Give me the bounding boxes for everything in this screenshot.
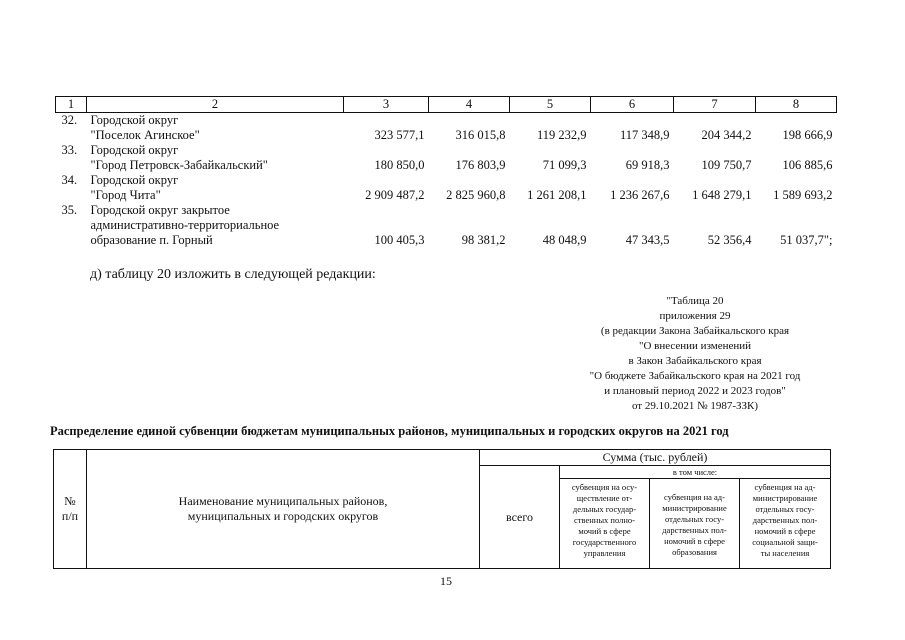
subvention-admin-header: субвенция на осу- ществление от- дельных государ- ственных полно- мочий в сфере государственного управления [560, 479, 650, 569]
row-name: "Поселок Агинское" [90, 128, 200, 142]
cell-value: 316 015,8 [455, 128, 506, 142]
row-name: образование п. Горный [90, 233, 213, 247]
col-header: 1 [56, 97, 87, 113]
table-row [56, 203, 837, 218]
table-title: Распределение единой субвенции бюджетам муниципальных районов, муниципальных и городских округов на 2021 год [50, 424, 729, 438]
table-tag-line: "О бюджете Забайкальского края на 2021 год [589, 370, 801, 382]
cell-value: 117 348,9 [619, 128, 670, 142]
cell-value: 119 232,9 [536, 128, 587, 142]
name-column-header: Наименование муниципальных районов, муниципальных и городских округов [87, 450, 480, 569]
table-row [56, 143, 837, 158]
table-tag-line: (в редакции Закона Забайкальского края [600, 325, 790, 337]
cell-value: 2 909 487,2 [365, 188, 425, 202]
table-tag-line: "Таблица 20 [666, 295, 724, 307]
number-column-header: № п/п [54, 450, 87, 569]
cell-value: 2 825 960,8 [446, 188, 506, 202]
table-row [56, 218, 837, 233]
col-header: 5 [510, 97, 591, 113]
table-row [56, 158, 837, 173]
col-header: 2 [87, 97, 344, 113]
row-name: "Город Петровск-Забайкальский" [90, 158, 268, 172]
row-number: 35. [61, 203, 78, 217]
page-number: 15 [440, 574, 452, 588]
cell-value: 1 236 267,6 [610, 188, 670, 202]
cell-value: 47 343,5 [625, 233, 670, 247]
column-number-row [56, 97, 837, 113]
table-row [56, 113, 837, 129]
sum-column-header: Сумма (тыс. рублей) [480, 450, 831, 466]
row-name: Городской округ [90, 113, 179, 127]
col-header: 7 [674, 97, 756, 113]
row-number: 34. [61, 173, 78, 187]
table-tag-line: приложения 29 [659, 310, 731, 322]
table-tag-line: в Закон Забайкальского края [628, 355, 762, 367]
table-tag-line: "О внесении изменений [638, 340, 752, 352]
col-header: 3 [344, 97, 429, 113]
row-name: Городской округ закрытое [90, 203, 230, 217]
col-header: 4 [429, 97, 510, 113]
cell-value: 180 850,0 [374, 158, 425, 172]
cell-value: 109 750,7 [701, 158, 752, 172]
subvention-social-header: субвенция на ад- министрирование отдельных госу- дарственных пол- номочий в сфере социальной защи- ты населения [740, 479, 831, 569]
cell-value: 106 885,6 [782, 158, 833, 172]
cell-value: 48 048,9 [542, 233, 587, 247]
distribution-table-header [53, 449, 831, 569]
row-name: Городской округ [90, 173, 179, 187]
col-header: 8 [756, 97, 837, 113]
table-row [56, 128, 837, 143]
cell-value: 1 648 279,1 [692, 188, 752, 202]
cell-value: 198 666,9 [782, 128, 833, 142]
row-name: административно-территориальное [90, 218, 280, 232]
table-tag-line: от 29.10.2021 № 1987-ЗЗК) [631, 400, 759, 412]
cell-value: 100 405,3 [374, 233, 425, 247]
total-column-header: всего [480, 466, 560, 569]
cell-value: 51 037,7"; [780, 233, 833, 247]
including-header: в том числе: [560, 466, 831, 479]
cell-value: 323 577,1 [374, 128, 425, 142]
cell-value: 1 589 693,2 [773, 188, 833, 202]
cell-value: 69 918,3 [625, 158, 670, 172]
cell-value: 52 356,4 [707, 233, 752, 247]
table-row [56, 173, 837, 188]
col-header: 6 [591, 97, 674, 113]
cell-value: 176 803,9 [455, 158, 506, 172]
row-number: 33. [61, 143, 78, 157]
row-name: Городской округ [90, 143, 179, 157]
instruction-text: д) таблицу 20 изложить в следующей редакции: [90, 267, 376, 282]
subvention-education-header: субвенция на ад- министрирование отдельных госу- дарственных пол- номочий в сфере образования [650, 479, 740, 569]
cell-value: 1 261 208,1 [527, 188, 587, 202]
continuation-table [55, 96, 837, 248]
cell-value: 204 344,2 [701, 128, 752, 142]
cell-value: 98 381,2 [461, 233, 506, 247]
table-tag-line: и плановый период 2022 и 2023 годов" [604, 385, 786, 397]
table-row [56, 188, 837, 203]
row-number: 32. [61, 113, 78, 127]
table-row [56, 233, 837, 248]
cell-value: 71 099,3 [542, 158, 587, 172]
row-name: "Город Чита" [90, 188, 161, 202]
